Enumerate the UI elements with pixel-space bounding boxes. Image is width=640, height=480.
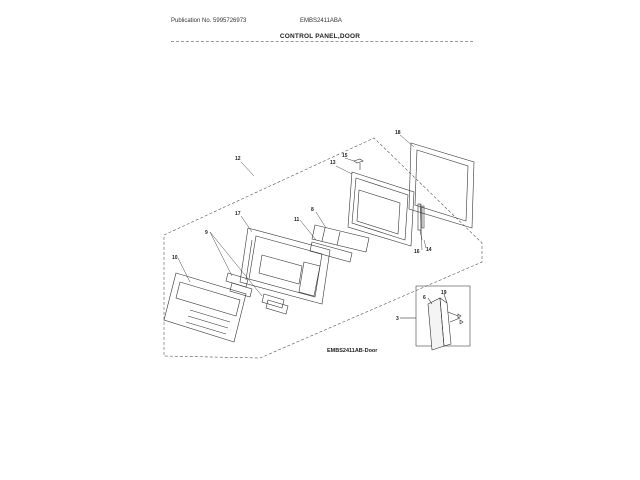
diagram-caption: EMBS2411AB-Door xyxy=(327,348,378,354)
callout-14: 14 xyxy=(426,247,432,253)
model-number: EMBS2411ABA xyxy=(300,18,342,24)
callout-leaders xyxy=(178,135,426,296)
keypad-pieces xyxy=(226,273,288,314)
publication-number: Publication No. 5995726973 xyxy=(171,18,247,24)
callout-16: 16 xyxy=(414,249,420,255)
circuit-board xyxy=(312,225,369,252)
handle-inset-box xyxy=(400,286,470,350)
callout-13: 13 xyxy=(330,160,336,166)
callout-17: 17 xyxy=(235,211,241,217)
door-frame xyxy=(409,143,474,228)
callout-11: 11 xyxy=(294,217,300,223)
section-title: CONTROL PANEL,DOOR xyxy=(279,33,361,40)
callout-19: 19 xyxy=(441,290,447,296)
small-board xyxy=(310,242,352,262)
door-inner-panel xyxy=(348,172,414,246)
callout-9: 9 xyxy=(205,230,208,236)
hinge-part xyxy=(354,159,363,170)
callout-3: 3 xyxy=(396,316,399,322)
callout-18: 18 xyxy=(395,130,401,136)
callout-15: 15 xyxy=(342,153,348,159)
callout-10: 10 xyxy=(172,255,178,261)
callout-8: 8 xyxy=(311,207,314,213)
callout-6: 6 xyxy=(423,295,426,301)
control-panel-frame xyxy=(240,228,330,304)
callout-12: 12 xyxy=(235,156,241,162)
